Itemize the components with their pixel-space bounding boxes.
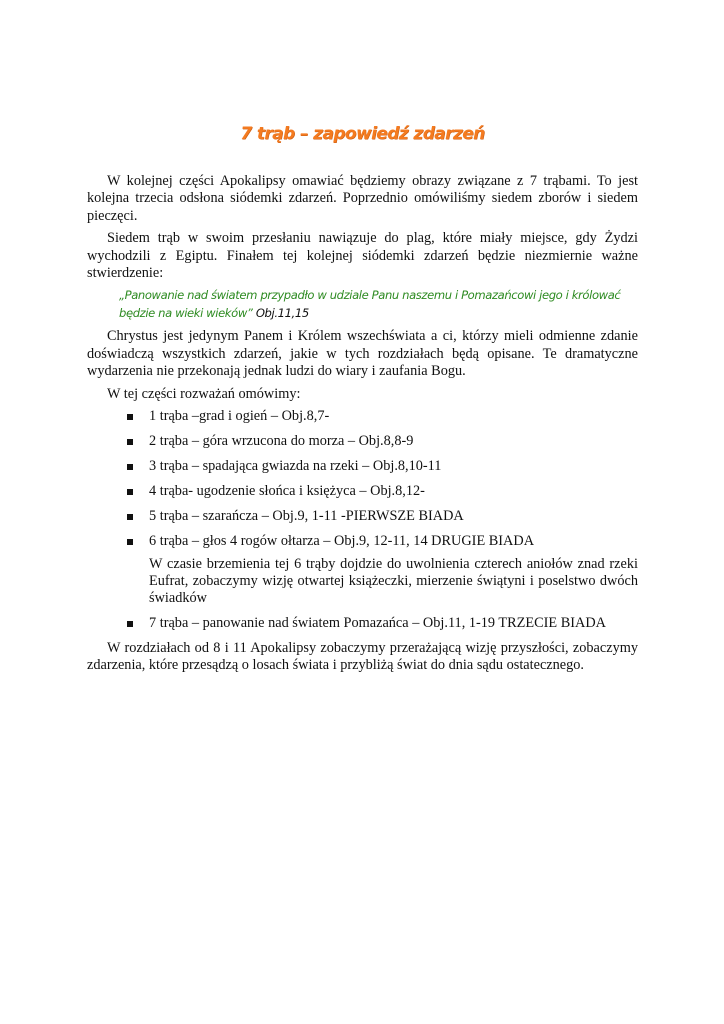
square-bullet-icon <box>127 514 133 520</box>
trumpets-list-end <box>87 615 638 632</box>
list-item <box>87 615 638 632</box>
list-item <box>87 408 638 425</box>
list-item <box>87 458 638 475</box>
paragraph-intro: W kolejnej części Apokalipsy omawiać będziemy obrazy związane z 7 trąbami. To jest kolejna trzecia odsłona siódemki zdarzeń. Poprzednio omówiliśmy siedem zborów i siedem pieczęci. <box>87 173 638 224</box>
list-item-text: 1 trąba –grad i ogień – Obj.8,7- <box>149 408 330 425</box>
list-item-text: 2 trąba – góra wrzucona do morza – Obj.8,8-9 <box>149 432 414 449</box>
list-item <box>87 483 638 500</box>
square-bullet-icon <box>127 464 133 470</box>
list-item-text: 6 trąba – głos 4 rogów ołtarza – Obj.9, 12-11, 14 DRUGIE BIADA <box>149 532 535 549</box>
square-bullet-icon <box>127 621 133 627</box>
list-item <box>87 508 638 525</box>
list-item-text: 5 trąba – szarańcza – Obj.9, 1-11 -PIERWSZE BIADA <box>149 507 464 524</box>
list-item-text: 3 trąba – spadająca gwiazda na rzeki – Obj.8,10-11 <box>149 457 442 474</box>
square-bullet-icon <box>127 489 133 495</box>
square-bullet-icon <box>127 439 133 445</box>
paragraph-conclusion: W rozdziałach od 8 i 11 Apokalipsy zobaczymy przerażającą wizję przyszłości, zobaczymy zdarzenia, które przesądzą o losach świata i przybliżą świat do dnia sądu ostatecznego. <box>87 639 638 674</box>
paragraph-christ: Chrystus jest jedynym Panem i Królem wszechświata a ci, którzy mieli odmienne zdanie doświadczą wszystkich zdarzeń, jakie w tych rozdziałach będą opisane. Te dramatyczne wydarzenia nie przekonają jednak ludzi do wiary i zaufania Bogu. <box>87 328 638 380</box>
list-item-text: 7 trąba – panowanie nad światem Pomazańca – Obj.11, 1-19 TRZECIE BIADA <box>149 614 606 631</box>
page-title: 7 trąb – zapowiedź zdarzeń <box>240 124 485 144</box>
document-page <box>87 118 638 679</box>
paragraph-plagues: Siedem trąb w swoim przesłaniu nawiązuje do plag, które miały miejsce, gdy Żydzi wychodzili z Egiptu. Finałem tej kolejnej siódemki zdarzeń będzie niezmiernie ważne stwierdzenie: <box>87 230 638 282</box>
quote-reference: Obj.11,15 <box>255 305 309 320</box>
list-item-note: W czasie brzemienia tej 6 trąby dojdzie do uwolnienia czterech aniołów znad rzeki Eufrat, zobaczymy wizję otwartej książeczki, mierzenie świątyni i poselstwo dwóch świadków <box>149 555 638 607</box>
list-item-text: 4 trąba- ugodzenie słońca i księżyca – Obj.8,12- <box>149 482 425 499</box>
square-bullet-icon <box>127 414 133 420</box>
list-item <box>87 433 638 450</box>
trumpets-list <box>87 408 638 550</box>
scripture-quote <box>119 287 638 322</box>
paragraph-list-intro: W tej części rozważań omówimy: <box>107 385 301 402</box>
quote-text: „Panowanie nad światem przypadło w udziale Panu naszemu i Pomazańcowi jego i królować będzie na wieki wieków” <box>119 288 621 320</box>
square-bullet-icon <box>127 539 133 545</box>
list-item <box>87 533 638 550</box>
